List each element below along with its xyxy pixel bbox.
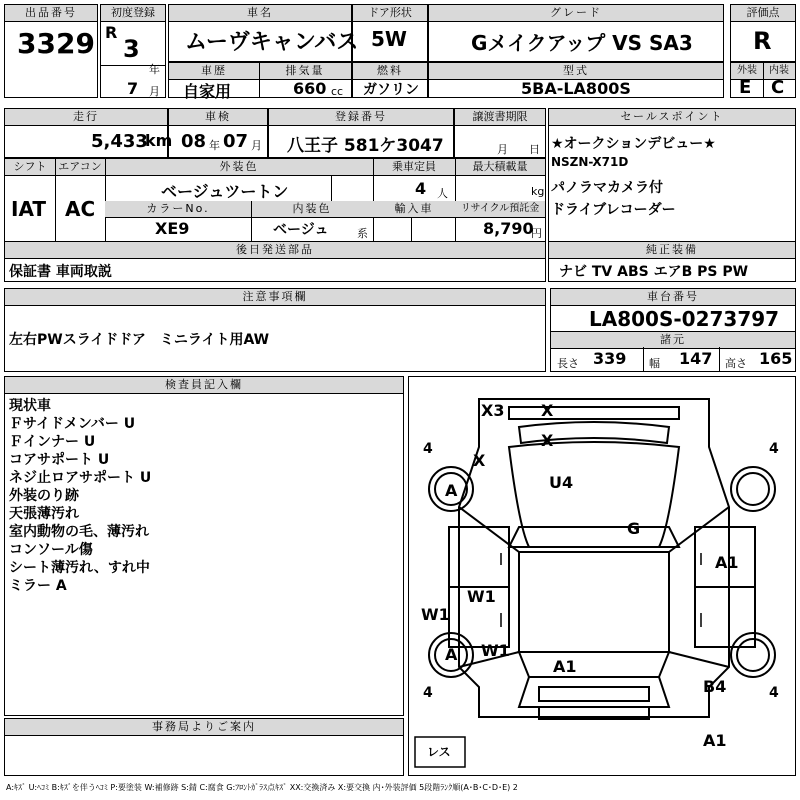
tire-rear-left-mark: A xyxy=(445,645,458,664)
first-reg-label: 初度登録 xyxy=(101,5,165,22)
aircon: AC xyxy=(65,197,96,221)
people-unit: 人 xyxy=(437,187,448,200)
legend: A:ｷｽﾞ U:ﾍｺﾐ B:ｷｽﾞを伴うﾍｺﾐ P:要塗装 W:補修跡 S:錆 C:腐食 G:ﾌﾛﾝﾄｶﾞﾗｽ点ｷｽﾞ XX:交換済み X:要交換 内･外装評価 5段階ﾗﾝｸ順(A･B･C･D･E) 2 xyxy=(6,783,518,792)
cc-unit: cc xyxy=(331,85,344,98)
ext-color: ベージュツートン xyxy=(161,182,289,201)
lot-box xyxy=(4,4,98,98)
door-type: 5W xyxy=(371,27,407,51)
mark-w1-left: W1 xyxy=(421,605,450,624)
spec-box xyxy=(4,158,546,282)
later-parts-label: 後日発送部品 xyxy=(5,241,545,259)
yen-unit: 円 xyxy=(531,227,542,240)
reg-number: 八王子 581ケ3047 xyxy=(287,136,444,156)
car-name-label: 車名 xyxy=(169,5,351,22)
inspector-note: ネジ止ロアサポート U xyxy=(9,470,152,486)
mileage: 5,433 xyxy=(91,131,148,152)
car-outline xyxy=(409,377,795,775)
mark-a1-bottom: A1 xyxy=(703,731,727,750)
capacity-label: 乗車定員 xyxy=(373,159,455,176)
width-label: 幅 xyxy=(649,357,660,370)
mileage-label: 走行 xyxy=(5,109,167,126)
height: 165 xyxy=(759,349,793,368)
inspector-note: Ｆインナー U xyxy=(9,434,96,450)
interior-score: C xyxy=(771,77,785,98)
genuine-label: 純正装備 xyxy=(549,241,795,259)
kei-unit: 系 xyxy=(357,227,368,240)
mark-w1-b: W1 xyxy=(481,641,510,660)
month-unit: 月 xyxy=(149,85,160,98)
history-label: 車歴 xyxy=(169,63,259,80)
inspector-note: コアサポート U xyxy=(9,452,110,468)
km-unit: km xyxy=(145,131,173,150)
exterior-score: E xyxy=(739,77,752,98)
shift: IAT xyxy=(11,197,47,221)
mark-x-left: X xyxy=(473,451,486,470)
import-label: 輸入車 xyxy=(373,201,455,218)
lot-label: 出品番号 xyxy=(5,5,97,22)
mileage-box xyxy=(4,108,173,158)
model-box xyxy=(428,62,724,98)
chassis-box xyxy=(550,288,796,372)
mark-x-top2: X xyxy=(541,431,554,450)
chassis-label: 車台番号 xyxy=(551,289,795,306)
score-label: 評価点 xyxy=(731,5,795,22)
reg-year: 3 xyxy=(123,35,140,63)
sales-point-box xyxy=(548,108,796,282)
notes-box xyxy=(4,288,546,372)
shaken-month-unit: 月 xyxy=(251,139,262,152)
tread-bottom-left: 4 xyxy=(423,685,433,701)
transfer-month-unit: 月 xyxy=(497,143,508,156)
transfer-day-unit: 日 xyxy=(529,143,540,156)
shift-label: シフト xyxy=(5,159,55,176)
height-label: 高さ xyxy=(725,357,747,370)
inspector-note: コンソール傷 xyxy=(9,542,93,558)
door-label: ドア形状 xyxy=(353,5,427,22)
grade-box xyxy=(428,4,724,62)
recycle-label: リサイクル預託金 xyxy=(455,201,545,218)
damage-diagram xyxy=(408,376,796,776)
int-color: ベージュ xyxy=(273,222,329,238)
history: 自家用 xyxy=(183,82,232,101)
inspector-note: 天張薄汚れ xyxy=(9,506,79,522)
inspector-note: ミラー A xyxy=(9,578,67,594)
car-name-box xyxy=(168,4,359,62)
reg-no-label: 登録番号 xyxy=(269,109,453,126)
aircon-label: エアコン xyxy=(55,159,105,176)
fuel-box xyxy=(352,62,428,98)
inspector-note: シート薄汚れ、すれ中 xyxy=(9,560,150,576)
length-label: 長さ xyxy=(557,357,579,370)
first-reg-box xyxy=(100,4,166,98)
mark-u4: U4 xyxy=(549,473,574,492)
later-parts: 保証書 車両取説 xyxy=(9,264,112,280)
notes-label: 注意事項欄 xyxy=(5,289,545,306)
year-unit: 年 xyxy=(149,63,160,76)
tire-front-left-mark: A xyxy=(445,481,458,500)
sales-point-4: ドライブレコーダー xyxy=(551,202,676,218)
mark-x-top: X xyxy=(541,401,554,420)
max-load-label: 最大積載量 xyxy=(455,159,545,176)
spare-tire: レス xyxy=(427,745,451,759)
ext-color-label: 外装色 xyxy=(105,159,373,176)
transfer-label: 譲渡書期限 xyxy=(455,109,545,126)
exterior-label: 外装 xyxy=(731,63,763,80)
specs-label: 諸元 xyxy=(551,331,795,349)
era: R xyxy=(105,23,118,42)
inspector-note: 現状車 xyxy=(9,398,51,414)
mark-g: G xyxy=(627,519,641,538)
office-label: 事務局よりご案内 xyxy=(5,719,403,736)
fuel-label: 燃料 xyxy=(353,63,427,80)
model-type: 5BA-LA800S xyxy=(521,79,631,98)
inspector-note: 外装のり跡 xyxy=(9,488,79,504)
tread-bottom-right: 4 xyxy=(769,685,779,701)
tread-top-left: 4 xyxy=(423,441,433,457)
shaken-year-unit: 年 xyxy=(209,139,220,152)
kg-unit: kg xyxy=(531,185,545,198)
width: 147 xyxy=(679,349,713,368)
tread-top-right: 4 xyxy=(769,441,779,457)
office-box xyxy=(4,718,404,776)
inspector-note: Ｆサイドメンバー U xyxy=(9,416,136,432)
mark-w1-a: W1 xyxy=(467,587,496,606)
sales-point-3: パノラマカメラ付 xyxy=(551,180,663,196)
length: 339 xyxy=(593,349,627,368)
mark-a1-right: A1 xyxy=(715,553,739,572)
grade-label: グレード xyxy=(429,5,723,22)
door-box xyxy=(352,4,428,62)
inspector-label: 検査員記入欄 xyxy=(5,377,403,394)
shaken-box xyxy=(168,108,268,158)
chassis-number: LA800S-0273797 xyxy=(589,307,780,331)
lot-number: 3329 xyxy=(17,27,95,60)
score-box xyxy=(730,4,796,62)
transfer-box xyxy=(454,108,546,158)
shaken-label: 車検 xyxy=(169,109,267,126)
genuine-equipment: ナビ TV ABS エアB PS PW xyxy=(559,264,749,280)
displacement-label: 排気量 xyxy=(259,63,351,80)
mark-a1-center: A1 xyxy=(553,657,577,676)
sales-point-label: セールスポイント xyxy=(549,109,795,126)
car-name: ムーヴキャンバス xyxy=(185,30,359,55)
model-label: 型式 xyxy=(429,63,723,80)
recycle-fee: 8,790 xyxy=(483,219,534,238)
sales-point-1: ★オークションデビュー★ xyxy=(551,136,716,152)
capacity: 4 xyxy=(415,179,427,198)
color-no-label: カラーNo. xyxy=(105,201,251,218)
sales-point-2: NSZN-X71D xyxy=(551,155,629,169)
ext-int-box xyxy=(730,62,796,98)
shaken-history-box xyxy=(168,62,352,101)
score: R xyxy=(753,27,772,55)
fuel: ガソリン xyxy=(363,82,419,98)
interior-label: 内装 xyxy=(763,63,795,80)
inspector-note: 室内動物の毛、薄汚れ xyxy=(9,524,149,540)
reg-month: 7 xyxy=(127,79,139,98)
shaken-year: 08 xyxy=(181,131,207,152)
mark-b4: B4 xyxy=(703,677,727,696)
color-no: XE9 xyxy=(155,219,190,238)
notes: 左右PWスライドドア ミニライト用AW xyxy=(9,332,270,348)
shaken-month: 07 xyxy=(223,131,249,152)
reg-no-box xyxy=(268,108,454,158)
int-color-label: 内装色 xyxy=(251,201,373,218)
inspector-box xyxy=(4,376,404,716)
displacement: 660 xyxy=(293,79,327,98)
mark-x3: X3 xyxy=(481,401,505,420)
grade: Gメイクアップ VS SA3 xyxy=(471,31,693,55)
